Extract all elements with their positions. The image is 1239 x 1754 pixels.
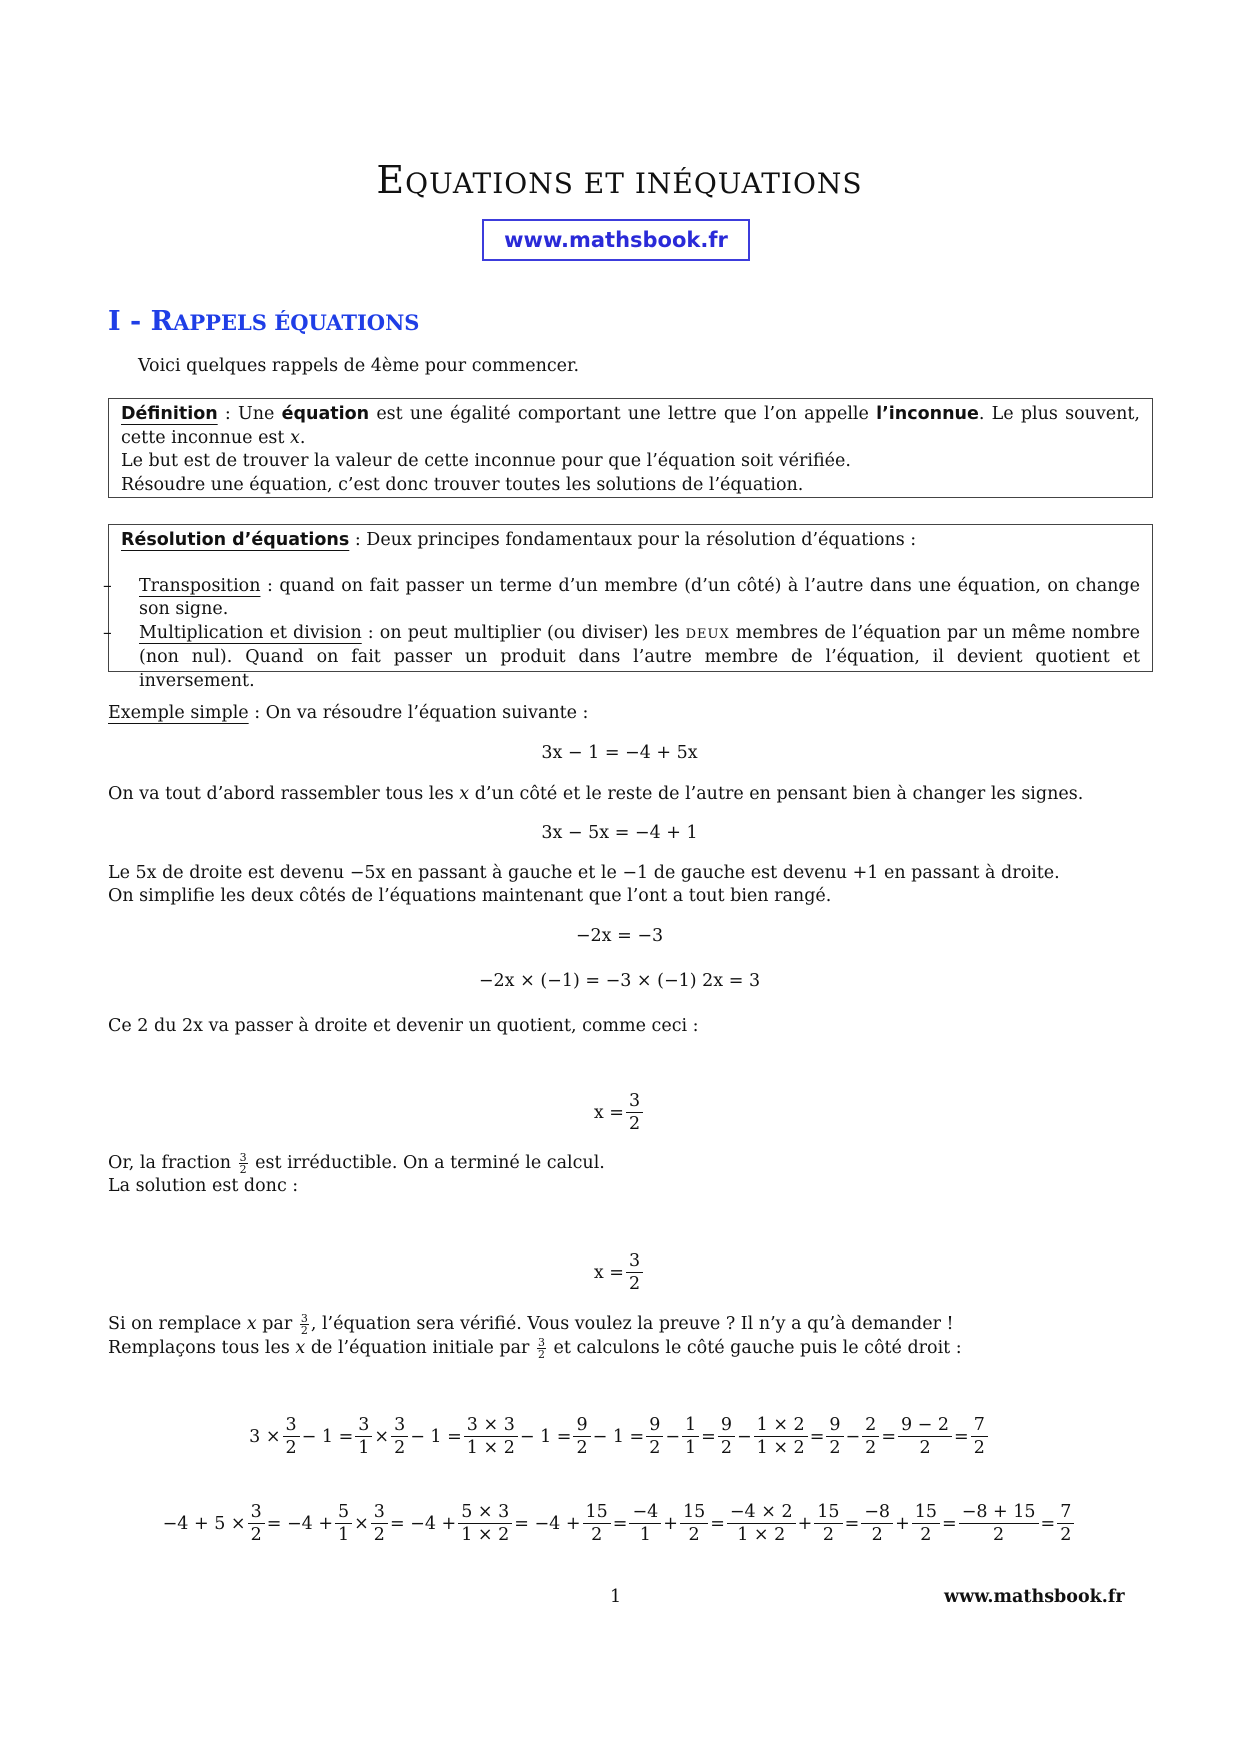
- equation-solution: x = $\frac{3}{2}$: [0, 1250, 1239, 1295]
- paragraph: On va tout d’abord rassembler tous les x d’un côté et le reste de l’autre en pensant bien à changer les signes.: [108, 784, 1084, 804]
- equation-2: 3x − 5x = −4 + 1: [541, 823, 698, 843]
- paragraph: On simplifie les deux côtés de l’équations maintenant que l’ont a tout bien rangé.: [108, 886, 832, 906]
- resolution-label: Résolution d’équations: [121, 530, 350, 550]
- definition-box: Définition : Une équation est une égalité comportant une lettre que l’on appelle l’inconnue. Le plus souvent, cette inconnue est x. Le but est de trouver la valeur de cette inconnue pour que l’équation soit vérifiée. Résoudre une équation, c’est donc trouver toutes les solutions de l’équation.: [108, 398, 1153, 498]
- equation-left-side: 3 × $\frac{3}{2}$ − 1 = $\frac{3}{1}$ × $\frac{3}{2}$ − 1 = $\frac{3 \times 3}{1 \times 2}$ − 1 = $\frac{9}{2}$ − 1 = $\frac{9}{2}$ − $\frac{1}{1}$ = $\frac{9}{2}$ − $\frac{1 \times 2}{1 \times 2}$ = $\frac{9}{2}$ − $\frac{2}{2}$ = $\frac{9 - 2}{2}$ = $\frac{7}{2}$: [0, 1414, 1239, 1459]
- footer-url[interactable]: www.mathsbook.fr: [944, 1587, 1125, 1607]
- section-heading: I - RAPPELS ÉQUATIONS: [108, 306, 420, 337]
- example-intro: Exemple simple : On va résoudre l’équation suivante :: [108, 703, 589, 723]
- paragraph: Or, la fraction $\frac{3}{2}$ est irréductible. On a terminé le calcul.: [108, 1151, 605, 1176]
- resolution-box: Résolution d’équations : Deux principes fondamentaux pour la résolution d’équations : – Transposition : quand on fait passer un terme d’un membre (d’un côté) à l’autre dans une équation, on change son signe. – Multiplication et division : on peut multiplier (ou diviser) les DEUX membres de l’équation par un même nombre (non nul). Quand on fait passer un produit dans l’autre membre de l’équation, il devient quotient et inversement.: [108, 524, 1153, 672]
- paragraph: Ce 2 du 2x va passer à droite et devenir un quotient, comme ceci :: [108, 1016, 699, 1036]
- paragraph: La solution est donc :: [108, 1176, 299, 1196]
- definition-line-2: Le but est de trouver la valeur de cette inconnue pour que l’équation soit vérifiée.: [121, 451, 851, 471]
- equation-3: −2x = −3: [575, 926, 664, 946]
- paragraph: Si on remplace x par $\frac{3}{2}$ , l’équation sera vérifié. Vous voulez la preuve ? Il n’y a qu’à demander !: [108, 1312, 954, 1337]
- equation-5: x = $\frac{3}{2}$: [0, 1090, 1239, 1135]
- list-item: – Multiplication et division : on peut multiplier (ou diviser) les DEUX membres de l’équation par un même nombre (non nul). Quand on fait passer un produit dans l’autre membre de l’équation, il devient quotient et inversement.: [103, 622, 1140, 691]
- equation-right-side: −4 + 5 × $\frac{3}{2}$ = −4 + $\frac{5}{1}$ × $\frac{3}{2}$ = −4 + $\frac{5 \times 3}{1 \times 2}$ = −4 + $\frac{15}{2}$ = $\frac{-4}{1}$ + $\frac{15}{2}$ = $\frac{-4 \times 2}{1 \times 2}$ + $\frac{15}{2}$ = $\frac{-8}{2}$ + $\frac{15}{2}$ = $\frac{-8 + 15}{2}$ = $\frac{7}{2}$: [0, 1501, 1239, 1546]
- paragraph: Remplaçons tous les x de l’équation initiale par $\frac{3}{2}$ et calculons le côté gauche puis le côté droit :: [108, 1336, 962, 1361]
- equation-1: 3x − 1 = −4 + 5x: [541, 743, 698, 763]
- site-link[interactable]: www.mathsbook.fr: [482, 219, 750, 261]
- list-item: – Transposition : quand on fait passer un terme d’un membre (d’un côté) à l’autre dans une équation, on change son signe.: [103, 575, 1140, 619]
- paragraph: Le 5x de droite est devenu −5x en passant à gauche et le −1 de gauche est devenu +1 en passant à droite.: [108, 863, 1060, 883]
- page-title: EQUATIONS ET INÉQUATIONS: [376, 158, 863, 202]
- intro-text: Voici quelques rappels de 4ème pour commencer.: [138, 356, 580, 376]
- equation-4: −2x × (−1) = −3 × (−1) 2x = 3: [478, 971, 761, 991]
- definition-label: Définition: [121, 404, 218, 424]
- page-number: 1: [610, 1587, 622, 1607]
- definition-line-3: Résoudre une équation, c’est donc trouver toutes les solutions de l’équation.: [121, 474, 804, 495]
